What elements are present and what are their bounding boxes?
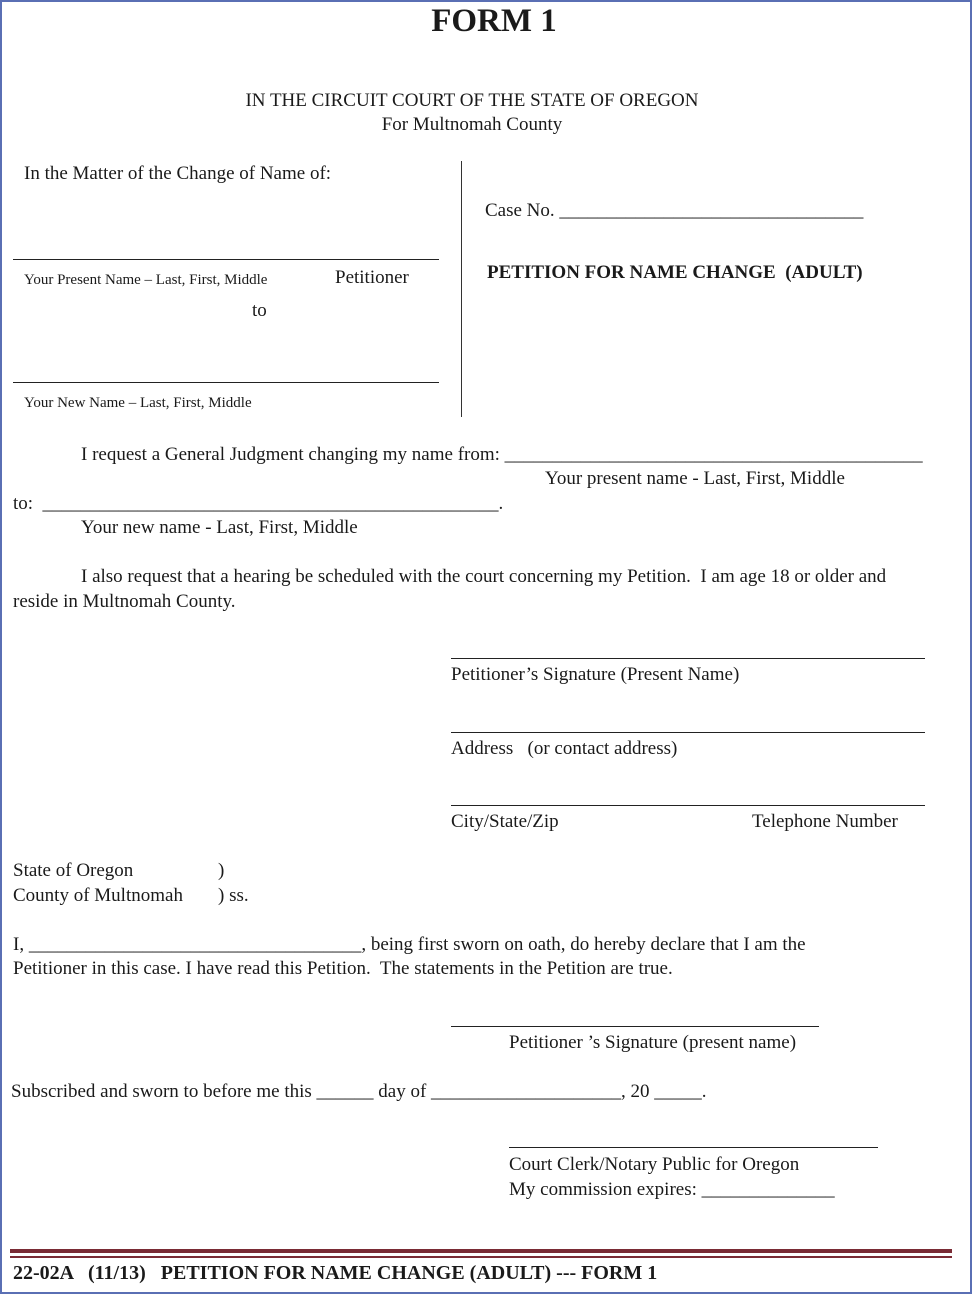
- petitioner-label: Petitioner: [335, 267, 409, 288]
- new-name-line: [13, 382, 439, 383]
- venue-county-paren: ) ss.: [218, 885, 249, 906]
- court-name: IN THE CIRCUIT COURT OF THE STATE OF OREGON: [245, 90, 699, 111]
- footer-rule-thick: [10, 1249, 952, 1253]
- oath-line-2: Petitioner in this case. I have read this Petition. The statements in the Petition are true.: [13, 958, 673, 979]
- footer-text: 22-02A (11/13) PETITION FOR NAME CHANGE (ADULT) --- FORM 1: [13, 1262, 658, 1284]
- notary-signature-line: [509, 1147, 878, 1148]
- caption-divider: [461, 161, 462, 417]
- present-name-label: Your Present Name – Last, First, Middle: [24, 272, 268, 288]
- to-line: to: ________________________________________________.: [13, 493, 504, 514]
- form-title: FORM 1: [431, 3, 557, 39]
- address-label: Address (or contact address): [451, 738, 678, 759]
- county-name: For Multnomah County: [381, 114, 563, 135]
- commission-expires: My commission expires: ______________: [509, 1179, 835, 1200]
- notary-label: Court Clerk/Notary Public for Oregon: [509, 1154, 800, 1175]
- venue-state-paren: ): [218, 860, 225, 881]
- venue-county: County of Multnomah: [13, 885, 183, 906]
- city-state-zip-label: City/State/Zip: [451, 811, 559, 832]
- petitioner-signature-line: [451, 658, 925, 659]
- city-line: [451, 805, 925, 806]
- case-number-field: Case No. ________________________________: [485, 200, 864, 221]
- telephone-label: Telephone Number: [752, 811, 898, 832]
- footer-rule-thin: [10, 1256, 952, 1258]
- hearing-request-line-2: reside in Multnomah County.: [13, 591, 236, 612]
- new-name-label: Your New Name – Last, First, Middle: [24, 395, 252, 411]
- new-name-hint: Your new name - Last, First, Middle: [81, 517, 358, 538]
- to-label: to: [252, 300, 267, 321]
- request-line: I request a General Judgment changing my name from: ____________________________________________: [81, 444, 923, 465]
- hearing-request-line-1: I also request that a hearing be scheduled with the court concerning my Petition. I am age 18 or older and: [81, 566, 887, 587]
- subscribed-line: Subscribed and sworn to before me this ______ day of ____________________, 20 _____.: [11, 1081, 707, 1102]
- address-line: [451, 732, 925, 733]
- present-name-line: [13, 259, 439, 260]
- matter-heading: In the Matter of the Change of Name of:: [24, 163, 332, 184]
- petition-title: PETITION FOR NAME CHANGE (ADULT): [487, 262, 863, 283]
- oath-signature-label: Petitioner ’s Signature (present name): [509, 1032, 797, 1053]
- petitioner-signature-label: Petitioner’s Signature (Present Name): [451, 664, 740, 685]
- present-name-hint: Your present name - Last, First, Middle: [545, 468, 845, 489]
- venue-state: State of Oregon: [13, 860, 134, 881]
- oath-line-1: I, ___________________________________, being first sworn on oath, do hereby declare that I am the: [13, 934, 806, 955]
- oath-signature-line: [451, 1026, 819, 1027]
